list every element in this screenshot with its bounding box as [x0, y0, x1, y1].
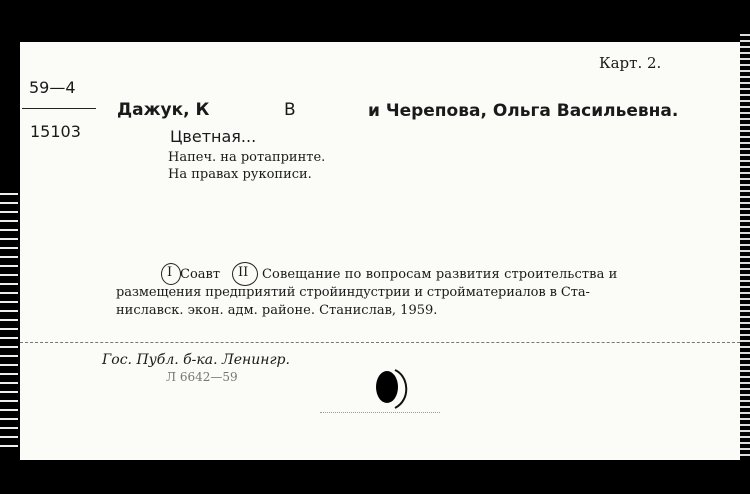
shelf-mark: 59—4 — [29, 78, 76, 97]
shelf-divider — [22, 108, 96, 109]
library-stamp-line-2: Л 6642—59 — [166, 370, 238, 384]
scan-edge-left — [0, 190, 18, 450]
card-number: Карт. 2. — [599, 54, 662, 72]
library-stamp-line-1: Гос. Публ. б-ка. Ленингр. — [102, 352, 290, 368]
card-divider — [20, 342, 740, 343]
note-printing: Напеч. на ротапринте. — [168, 150, 326, 165]
marker-1: I — [167, 265, 173, 280]
author-1-surname: Дажук, К — [117, 100, 210, 120]
ink-stamp — [365, 362, 413, 414]
title: Цветная... — [170, 127, 257, 146]
author-2: и Черепова, Ольга Васильевна. — [368, 101, 679, 121]
subject-line-2: размещения предприятий стройиндустрии и стройматериалов в Ста- — [116, 285, 590, 300]
marker-2: II — [238, 265, 249, 280]
card-bottom-line — [320, 412, 440, 413]
inventory-number: 15103 — [30, 122, 81, 141]
scan-edge-right — [740, 30, 750, 460]
subject-line-3: ниславск. экон. адм. районе. Станислав, 1959. — [116, 303, 438, 318]
note-rights: На правах рукописи. — [168, 167, 312, 182]
coauthor-label: Соавт — [180, 267, 221, 282]
catalog-card — [20, 42, 740, 460]
subject-line-1: Совещание по вопросам развития строительства и — [262, 267, 618, 282]
author-1-initial: В — [284, 100, 296, 120]
